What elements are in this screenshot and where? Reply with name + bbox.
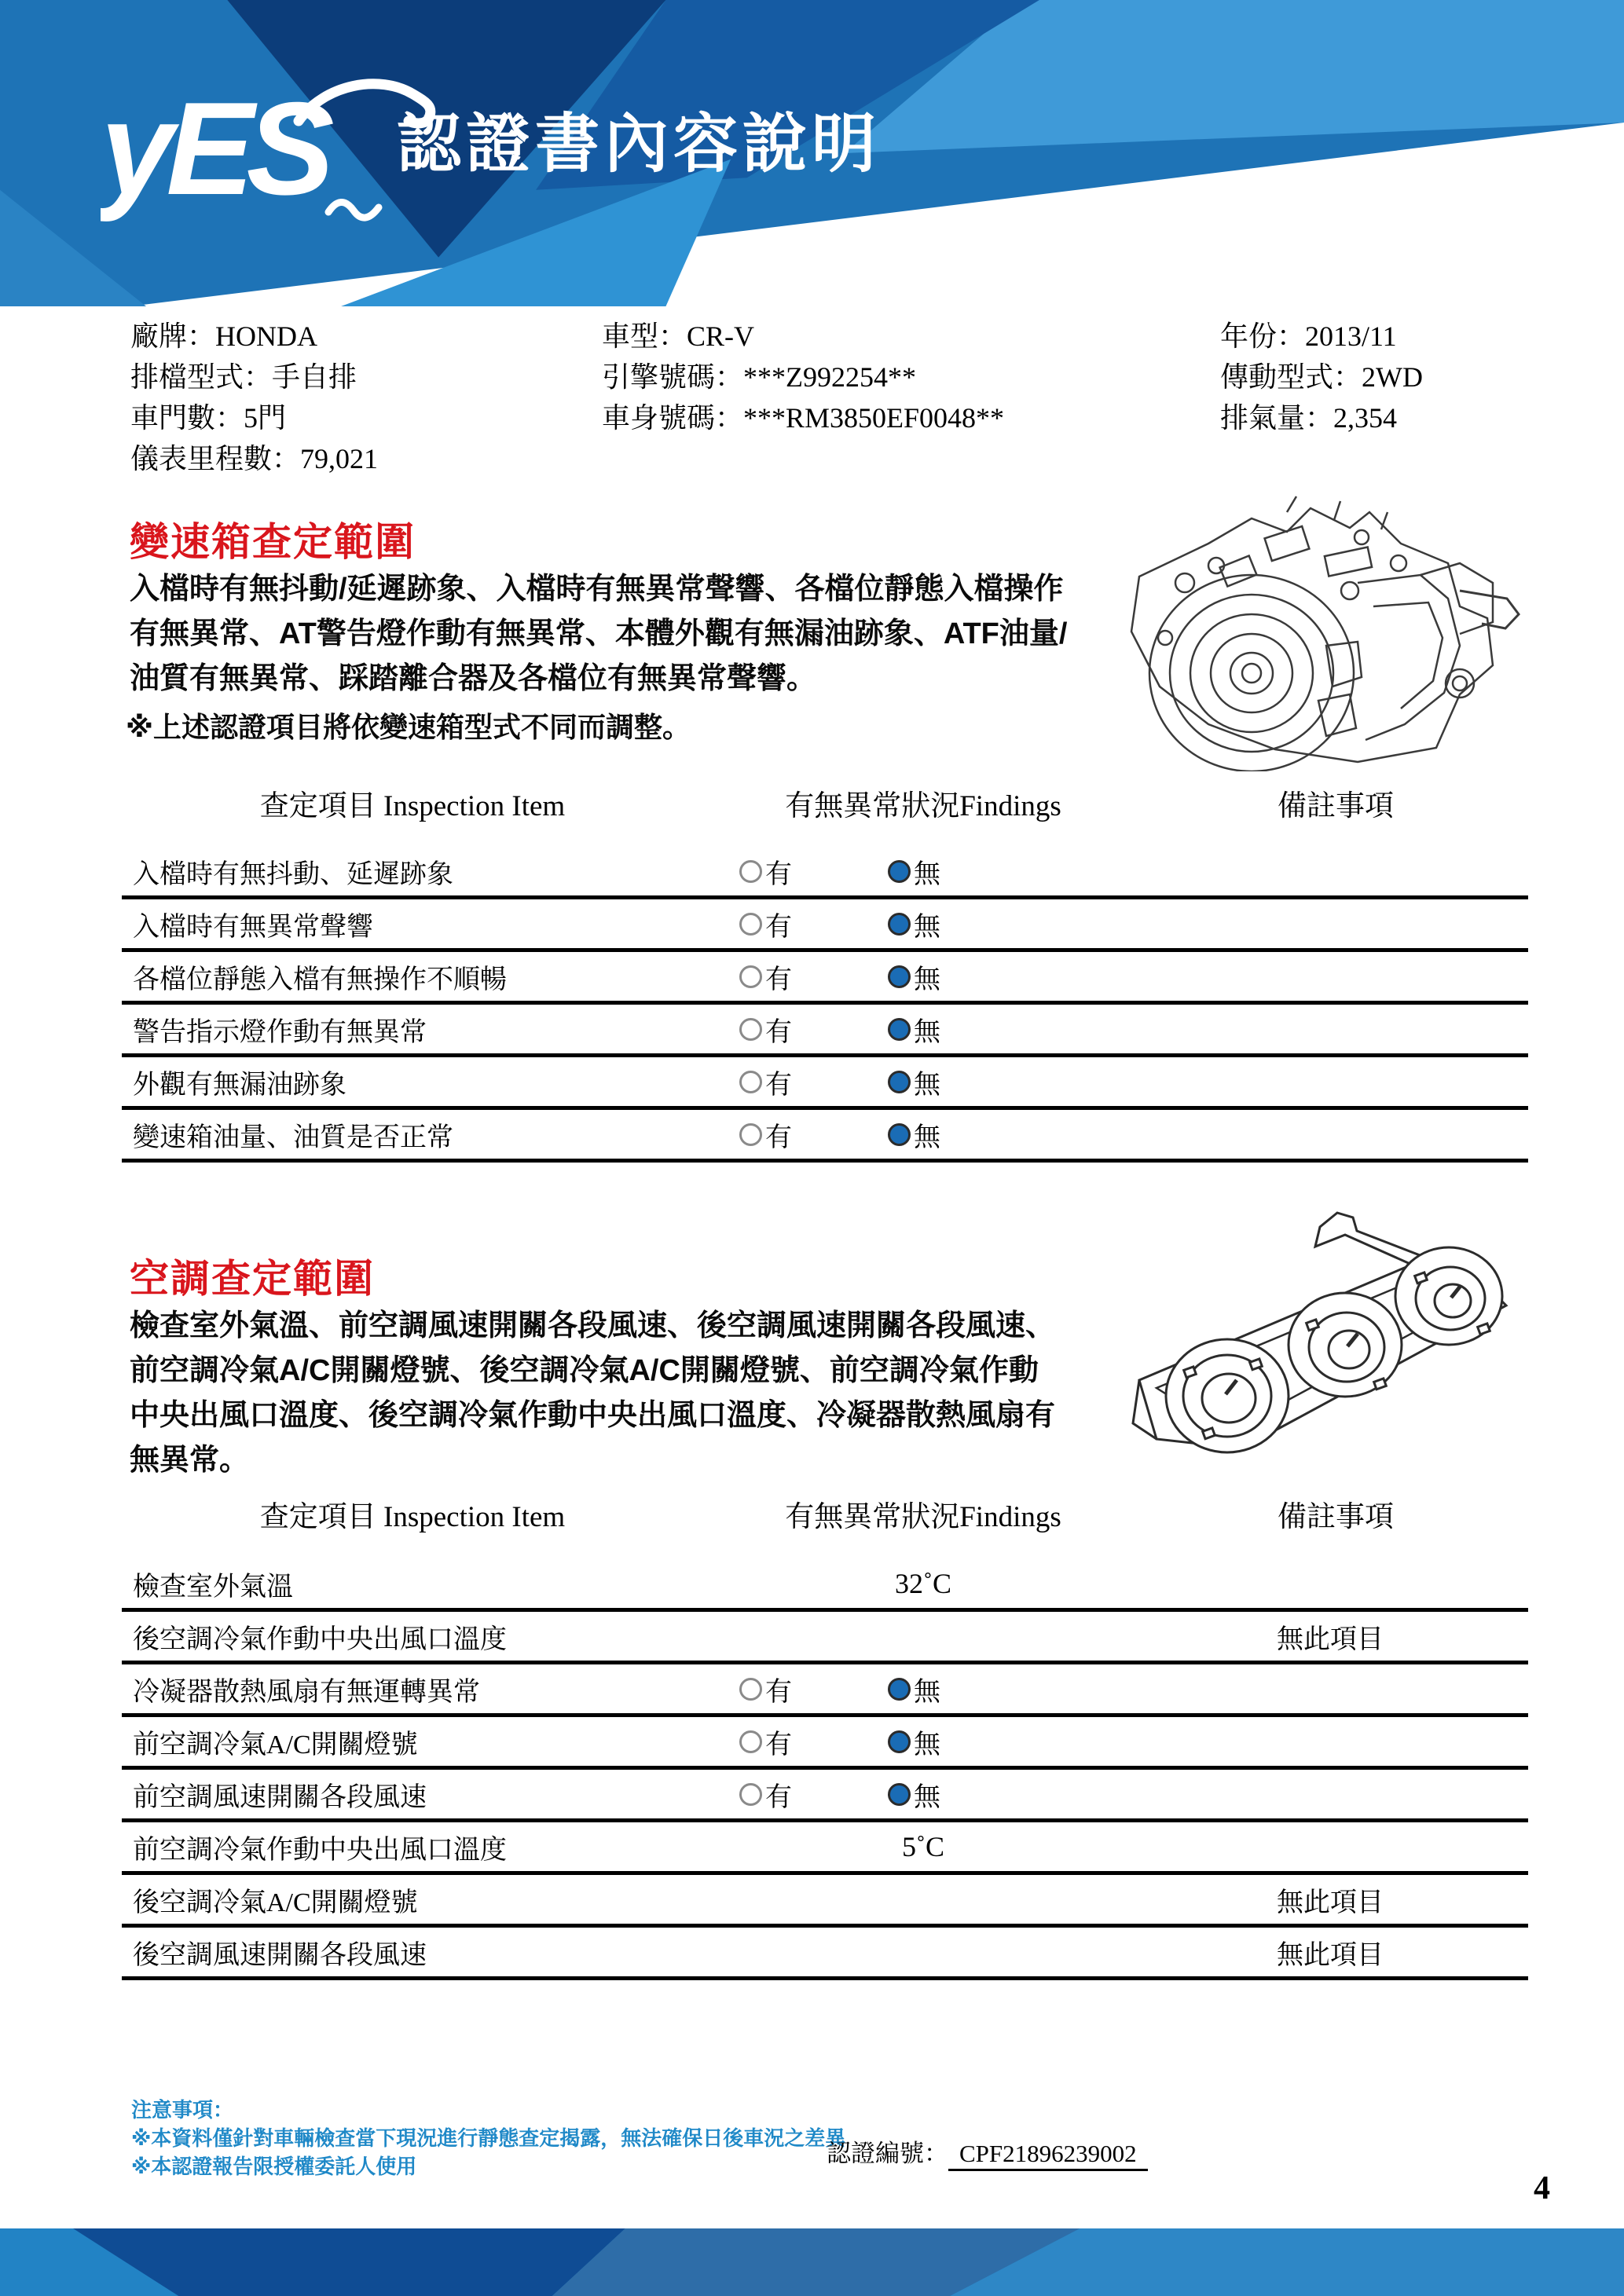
certificate-number: [827, 2133, 1148, 2169]
vehicle-year: 年份：2013/11: [1220, 320, 1397, 352]
transmission-section-description: [130, 567, 1067, 701]
table-row: [122, 847, 1528, 899]
radio-selected-icon: [888, 1730, 911, 1753]
certificate-number-label: 認證編號：: [827, 2140, 948, 2167]
finding-option-yes: [739, 1010, 792, 1049]
finding-option-no: [888, 1063, 940, 1101]
table-row: [122, 1612, 1528, 1664]
col-header-findings: 有無異常狀況Findings: [785, 1501, 1061, 1533]
finding-cell: [703, 1010, 1143, 1049]
radio-unselected-icon: [739, 1678, 762, 1701]
radio-yes-label: 有: [765, 1677, 792, 1707]
table-row: [122, 1770, 1528, 1822]
finding-option-no: [888, 1010, 940, 1049]
radio-unselected-icon: [739, 1123, 762, 1146]
radio-selected-icon: [888, 913, 911, 936]
radio-yes-label: 有: [765, 1782, 792, 1812]
finding-cell: [703, 1670, 1143, 1708]
inspection-item: 入檔時有無異常聲響: [133, 912, 373, 942]
vehicle-vin: 車身號碼：***RM3850EF0048**: [602, 402, 1005, 434]
vehicle-doors: 車門數：5門: [130, 402, 287, 434]
remarks-value: 無此項目: [1277, 1624, 1384, 1654]
yes-logo-text: yES: [101, 75, 327, 222]
notice-line-1: ※本資料僅針對車輛檢查當下現況進行靜態查定揭露，無法確保日後車況之差異: [131, 2126, 846, 2150]
radio-unselected-icon: [739, 1018, 762, 1041]
certificate-number-value: CPF21896239002: [948, 2140, 1148, 2171]
radio-selected-icon: [888, 860, 911, 883]
radio-unselected-icon: [739, 913, 762, 936]
ac-desc-line-4: 無異常。: [130, 1444, 250, 1477]
radio-yes-label: 有: [765, 965, 792, 994]
finding-cell: [703, 1115, 1143, 1154]
inspection-item: 各檔位靜態入檔有無操作不順暢: [133, 965, 507, 994]
col-header-findings: 有無異常狀況Findings: [785, 790, 1061, 822]
inspection-item: 前空調冷氣A/C開關燈號: [133, 1730, 418, 1760]
radio-yes-label: 有: [765, 859, 792, 889]
table-row: [122, 1559, 1528, 1612]
inspection-item: 警告指示燈作動有無異常: [133, 1017, 427, 1047]
radio-selected-icon: [888, 1783, 911, 1806]
finding-cell: [703, 1723, 1143, 1761]
finding-option-yes: [739, 1115, 792, 1154]
vehicle-model: 車型：CR-V: [602, 320, 755, 352]
ac-desc-line-2: 前空調冷氣A/C開關燈號、後空調冷氣A/C開關燈號、前空調冷氣作動: [130, 1354, 1039, 1387]
logo-wave-icon: [328, 202, 379, 218]
radio-yes-label: 有: [765, 1017, 792, 1047]
radio-no-label: 無: [914, 1017, 940, 1047]
finding-cell: [703, 852, 1143, 891]
yes-logo-icon: [101, 49, 438, 229]
page-number: 4: [1534, 2170, 1550, 2206]
finding-option-no: [888, 958, 940, 996]
table-row: [122, 1057, 1528, 1110]
radio-unselected-icon: [739, 965, 762, 988]
table-row: [122, 1875, 1528, 1928]
inspection-item: 入檔時有無抖動、延遲跡象: [133, 859, 453, 889]
col-header-item: 查定項目 Inspection Item: [259, 1501, 566, 1533]
notice-block: [131, 2096, 845, 2181]
vehicle-brand: 廠牌：HONDA: [130, 320, 317, 352]
transmission-table: [122, 847, 1528, 1163]
finding-cell: [703, 905, 1143, 943]
radio-no-label: 無: [914, 965, 940, 994]
finding-option-yes: [739, 1775, 792, 1814]
radio-selected-icon: [888, 1678, 911, 1701]
table-row: [122, 1928, 1528, 1980]
remarks-value: 無此項目: [1277, 1940, 1384, 1970]
inspection-item: 後空調冷氣A/C開關燈號: [133, 1888, 418, 1917]
ac-section-heading: 空調查定範圍: [130, 1257, 375, 1301]
radio-selected-icon: [888, 1071, 911, 1093]
radio-no-label: 無: [914, 912, 940, 942]
inspection-item: 後空調風速開關各段風速: [133, 1940, 427, 1970]
finding-option-yes: [739, 958, 792, 996]
vehicle-info-column-1: [130, 316, 378, 479]
page-title: 認證書內容說明: [397, 108, 882, 180]
radio-no-label: 無: [914, 1782, 940, 1812]
finding-value: 5˚C: [902, 1831, 944, 1862]
radio-unselected-icon: [739, 1783, 762, 1806]
ac-table-header: [122, 1492, 1528, 1535]
radio-no-label: 無: [914, 1070, 940, 1100]
inspection-item: 變速箱油量、油質是否正常: [133, 1122, 453, 1152]
table-row: [122, 1664, 1528, 1717]
yes-logo: [101, 49, 438, 229]
ac-section-description: [130, 1304, 1055, 1483]
finding-option-yes: [739, 1723, 792, 1761]
radio-yes-label: 有: [765, 1730, 792, 1760]
transmission-section-heading: 變速箱查定範圍: [130, 520, 416, 564]
finding-option-yes: [739, 905, 792, 943]
col-header-item: 查定項目 Inspection Item: [259, 790, 566, 822]
transmission-illustration: [1091, 489, 1531, 771]
col-header-remarks: 備註事項: [1278, 790, 1394, 822]
radio-yes-label: 有: [765, 1070, 792, 1100]
inspection-item: 外觀有無漏油跡象: [133, 1070, 346, 1100]
table-row: [122, 952, 1528, 1005]
ac-desc-line-3: 中央出風口溫度、後空調冷氣作動中央出風口溫度、冷凝器散熱風扇有: [130, 1399, 1056, 1432]
transmission-table-header: [122, 782, 1528, 824]
finding-option-no: [888, 1115, 940, 1154]
finding-option-no: [888, 1723, 940, 1761]
radio-no-label: 無: [914, 1677, 940, 1707]
finding-option-no: [888, 1775, 940, 1814]
radio-selected-icon: [888, 965, 911, 988]
notice-title: 注意事項：: [131, 2098, 234, 2122]
finding-option-yes: [739, 1063, 792, 1101]
transmission-desc-line-2: 有無異常、AT警告燈作動有無異常、本體外觀有無漏油跡象、ATF油量/: [130, 617, 1068, 650]
finding-option-no: [888, 905, 940, 943]
footer-band: [0, 2228, 1624, 2296]
notice-line-2: ※本認證報告限授權委託人使用: [131, 2155, 417, 2178]
finding-option-no: [888, 852, 940, 891]
inspection-item: 冷凝器散熱風扇有無運轉異常: [133, 1677, 480, 1707]
ac-control-illustration: [1109, 1203, 1549, 1470]
vehicle-info-column-3: [1220, 316, 1423, 438]
radio-unselected-icon: [739, 1071, 762, 1093]
col-header-remarks: 備註事項: [1278, 1501, 1394, 1533]
radio-no-label: 無: [914, 1730, 940, 1760]
header-banner: [0, 0, 1624, 306]
radio-selected-icon: [888, 1123, 911, 1146]
transmission-desc-line-1: 入檔時有無抖動/延遲跡象、入檔時有無異常聲響、各檔位靜態入檔操作: [130, 573, 1064, 606]
finding-option-yes: [739, 852, 792, 891]
vehicle-drivetrain: 傳動型式：2WD: [1220, 361, 1423, 393]
ac-desc-line-1: 檢查室外氣溫、前空調風速開關各段風速、後空調風速開關各段風速、: [130, 1309, 1056, 1342]
inspection-item: 前空調風速開關各段風速: [133, 1782, 427, 1812]
inspection-item: 前空調冷氣作動中央出風口溫度: [133, 1835, 507, 1865]
table-row: [122, 1005, 1528, 1057]
inspection-item: 後空調冷氣作動中央出風口溫度: [133, 1624, 507, 1654]
transmission-desc-line-3: 油質有無異常、踩踏離合器及各檔位有無異常聲響。: [130, 662, 817, 695]
table-row: [122, 1822, 1528, 1875]
finding-cell: [703, 958, 1143, 996]
vehicle-displacement: 排氣量：2,354: [1220, 402, 1398, 434]
ac-table: [122, 1559, 1528, 1980]
radio-yes-label: 有: [765, 1122, 792, 1152]
transmission-section-note: ※上述認證項目將依變速箱型式不同而調整。: [126, 711, 691, 743]
finding-option-no: [888, 1670, 940, 1708]
radio-unselected-icon: [739, 1730, 762, 1753]
finding-cell: [703, 1775, 1143, 1814]
remarks-value: 無此項目: [1277, 1888, 1384, 1917]
vehicle-mileage: 儀表里程數：79,021: [130, 443, 379, 474]
table-row: [122, 899, 1528, 952]
finding-value: 32˚C: [895, 1568, 951, 1599]
vehicle-engine-no: 引擎號碼：***Z992254**: [602, 361, 916, 393]
radio-no-label: 無: [914, 1122, 940, 1152]
radio-selected-icon: [888, 1018, 911, 1041]
radio-yes-label: 有: [765, 912, 792, 942]
radio-no-label: 無: [914, 859, 940, 889]
table-row: [122, 1110, 1528, 1163]
finding-cell: [703, 1063, 1143, 1101]
finding-option-yes: [739, 1670, 792, 1708]
table-row: [122, 1717, 1528, 1770]
vehicle-gearbox-type: 排檔型式：手自排: [130, 361, 357, 393]
inspection-item: 檢查室外氣溫: [133, 1572, 293, 1602]
vehicle-info-column-2: [602, 316, 1004, 438]
radio-unselected-icon: [739, 860, 762, 883]
